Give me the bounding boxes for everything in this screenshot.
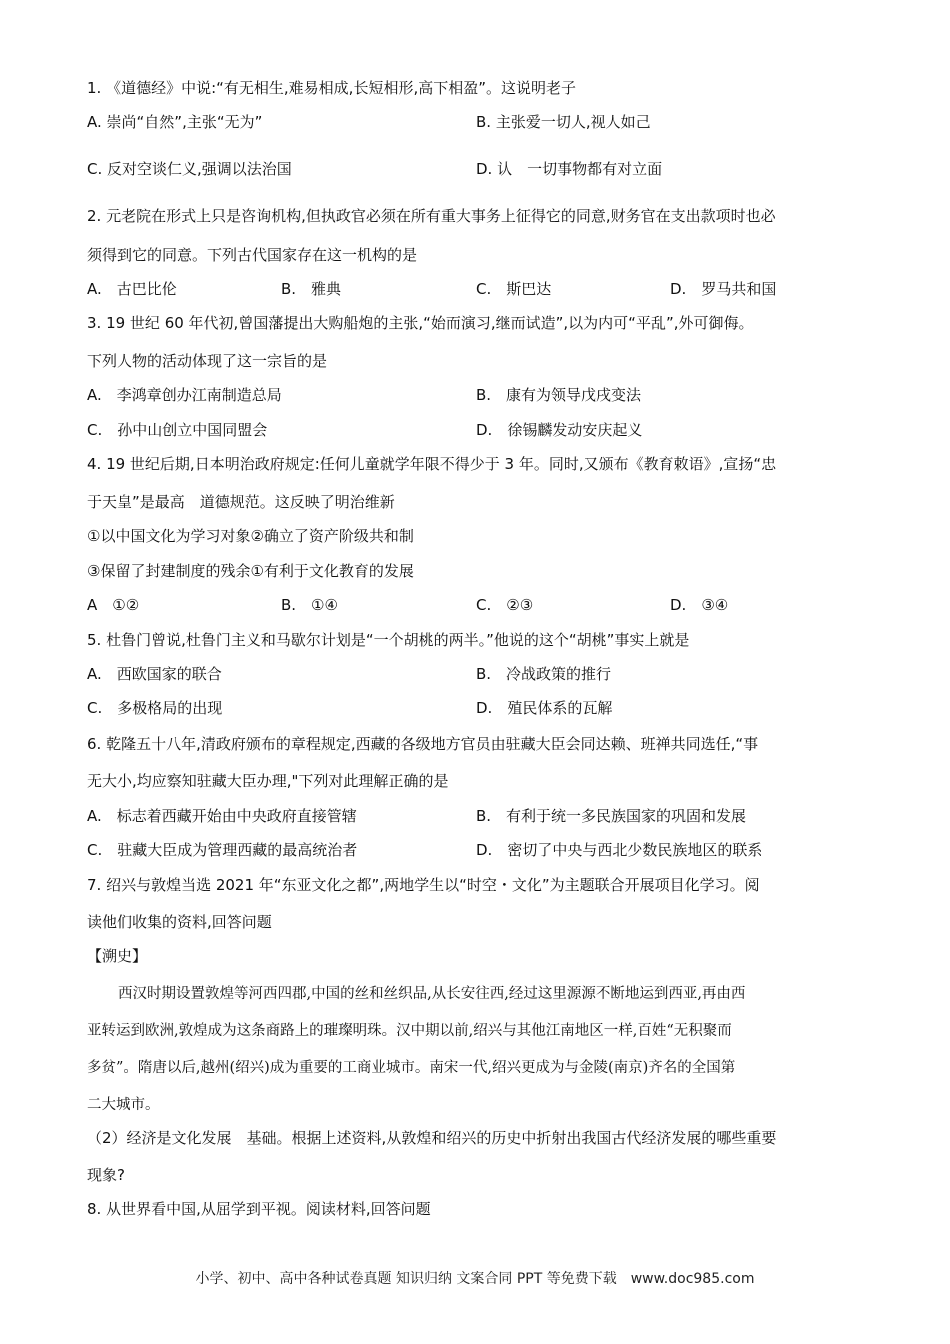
q7-section-title: 【溯史】 (87, 947, 148, 965)
q5-option-b: B. 冷战政策的推行 (476, 665, 612, 683)
q4-statement-line1: ①以中国文化为学习对象②确立了资产阶级共和制 (87, 527, 414, 545)
q2-option-d: D. 罗马共和国 (670, 280, 777, 298)
q4-statement-line2: ③保留了封建制度的残余①有利于文化教育的发展 (87, 562, 414, 580)
q3-stem-line1: 3. 19 世纪 60 年代初,曾国藩提出大购船炮的主张,“始而演习,继而试造”,以为内可“平乱”,外可御侮。 (87, 314, 754, 332)
q7-material-line1: 西汉时期设置敦煌等河西四郡,中国的丝和丝织品,从长安往西,经过这里源源不断地运到西亚,再由西 (118, 986, 746, 1002)
q3-option-d: D. 徐锡麟发动安庆起义 (476, 421, 643, 439)
q1-option-c: C. 反对空谈仁义,强调以法治国 (87, 160, 292, 178)
q2-option-c: C. 斯巴达 (476, 280, 552, 298)
q5-option-c: C. 多极格局的出现 (87, 699, 223, 717)
q6-option-d: D. 密切了中央与西北少数民族地区的联系 (476, 841, 763, 859)
q7-stem-line2: 读他们收集的资料,回答问题 (87, 913, 272, 931)
q1-option-b: B. 主张爱一切人,视人如己 (476, 113, 651, 131)
q4-option-a: A ①② (87, 596, 140, 614)
q4-option-d: D. ③④ (670, 596, 729, 614)
q2-stem-line2: 须得到它的同意。下列古代国家存在这一机构的是 (87, 246, 418, 264)
q3-option-a: A. 李鸿章创办江南制造总局 (87, 386, 282, 404)
q4-stem-line2: 于天皇”是最高 道德规范。这反映了明治维新 (87, 493, 395, 511)
q1-option-d: D. 认 一切事物都有对立面 (476, 160, 663, 178)
q5-option-a: A. 西欧国家的联合 (87, 665, 222, 683)
q6-option-a: A. 标志着西藏开始由中央政府直接管辖 (87, 807, 357, 825)
q7-material-line2: 亚转运到欧洲,敦煌成为这条商路上的璀璨明珠。汉中期以前,绍兴与其他江南地区一样,百姓“无积聚而 (87, 1023, 732, 1039)
q3-option-b: B. 康有为领导戊戌变法 (476, 386, 642, 404)
q4-option-c: C. ②③ (476, 596, 534, 614)
q7-subquestion-line2: 现象? (87, 1166, 125, 1184)
q2-option-b: B. 雅典 (281, 280, 342, 298)
q3-option-c: C. 孙中山创立中国同盟会 (87, 421, 268, 439)
q6-option-c: C. 驻藏大臣成为管理西藏的最高统治者 (87, 841, 358, 859)
q6-stem-line2: 无大小,均应察知驻藏大臣办理,"下列对此理解正确的是 (87, 772, 449, 790)
q7-material-line4: 二大城市。 (87, 1097, 160, 1113)
q7-material-line3: 多贫”。隋唐以后,越州(绍兴)成为重要的工商业城市。南宋一代,绍兴更成为与金陵(南京)齐名的全国第 (87, 1060, 736, 1076)
q4-stem-line1: 4. 19 世纪后期,日本明治政府规定:任何儿童就学年限不得少于 3 年。同时,又颁布《教育敕语》,宣扬“忠 (87, 455, 777, 473)
q7-stem-line1: 7. 绍兴与敦煌当选 2021 年“东亚文化之都”,两地学生以“时空・文化”为主题联合开展项目化学习。阅 (87, 876, 760, 894)
q1-option-a: A. 崇尚“自然”,主张“无为” (87, 113, 263, 131)
q8-stem: 8. 从世界看中国,从屈学到平视。阅读材料,回答问题 (87, 1200, 431, 1218)
q1-stem: 1. 《道德经》中说:“有无相生,难易相成,长短相形,高下相盈”。这说明老子 (87, 79, 576, 97)
q6-stem-line1: 6. 乾隆五十八年,清政府颁布的章程规定,西藏的各级地方官员由驻藏大臣会同达赖、班禅共同选任,“事 (87, 735, 759, 753)
q2-stem-line1: 2. 元老院在形式上只是咨询机构,但执政官必须在所有重大事务上征得它的同意,财务官在支出款项时也必 (87, 207, 776, 225)
q3-stem-line2: 下列人物的活动体现了这一宗旨的是 (87, 352, 328, 370)
q6-option-b: B. 有利于统一多民族国家的巩固和发展 (476, 807, 747, 825)
q2-option-a: A. 古巴比伦 (87, 280, 177, 298)
q4-option-b: B. ①④ (281, 596, 338, 614)
q5-stem: 5. 杜鲁门曾说,杜鲁门主义和马歇尔计划是“一个胡桃的两半。”他说的这个“胡桃”事实上就是 (87, 631, 690, 649)
q7-subquestion-line1: （2）经济是文化发展 基础。根据上述资料,从敦煌和绍兴的历史中折射出我国古代经济发展的哪些重要 (87, 1129, 777, 1147)
page-footer: 小学、初中、高中各种试卷真题 知识归纳 文案合同 PPT 等免费下载 www.doc985.com (195, 1271, 755, 1287)
q5-option-d: D. 殖民体系的瓦解 (476, 699, 613, 717)
